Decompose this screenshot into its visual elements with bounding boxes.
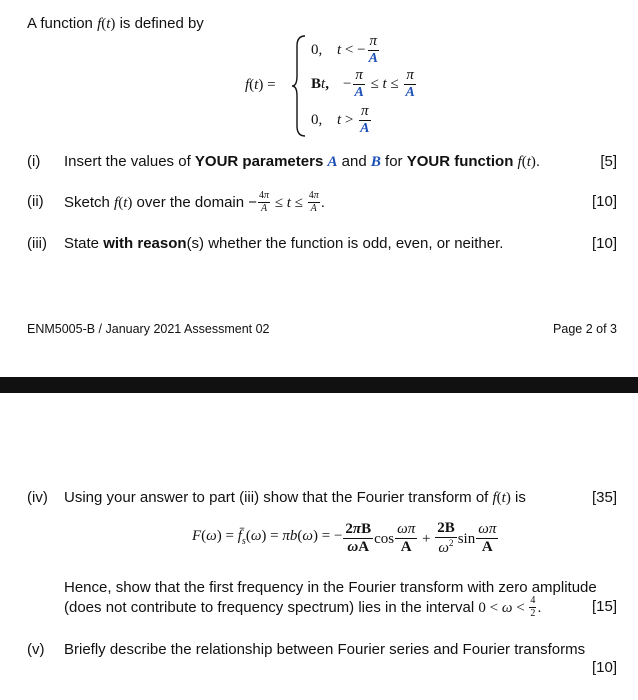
piecewise-equation (245, 32, 445, 142)
question-i-label: (i) (27, 153, 41, 170)
question-iv-marks: [35] (591, 489, 617, 506)
question-v-marks: [10] (591, 659, 617, 676)
case-3: 0, t > $\frac{\pi}{A}$ (311, 103, 370, 136)
case-1: 0, t < − $\frac{\pi}{A}$ (311, 33, 378, 66)
hence-marks: [15] (591, 598, 617, 615)
question-iv-text: Using your answer to part (iii) show that the Fourier transform of f(t) is (64, 489, 526, 506)
left-brace (291, 34, 307, 138)
page-break-divider (0, 377, 638, 393)
piecewise-lhs: f(t) = (245, 77, 276, 93)
question-iii-marks: [10] (591, 235, 617, 252)
case-2: Bt, − $\frac{\pi}{A}$ ≤ t ≤ $\frac{\pi}{A}$ (311, 67, 415, 100)
question-i-marks: [5] (600, 153, 617, 170)
footer-course: ENM5005-B / January 2021 Assessment 02 (27, 322, 270, 336)
question-ii-marks: [10] (591, 193, 617, 210)
question-v-text: Briefly describe the relationship between Fourier series and Fourier transforms (64, 641, 586, 658)
intro-text: A function f(t) is defined by (27, 15, 204, 32)
question-v-label: (v) (27, 641, 45, 658)
hence-line-1: Hence, show that the first frequency in the Fourier transform with zero amplitude (64, 579, 597, 596)
question-iv-label: (iv) (27, 489, 48, 506)
question-ii-label: (ii) (27, 193, 44, 210)
question-iii-label: (iii) (27, 235, 47, 252)
question-iii-text: State with reason(s) whether the function is odd, even, or neither. (64, 235, 504, 252)
question-ii-text: Sketch f ( t ) over the domain − $\frac{4\pi}{A}$ ≤ t ≤ $\frac{4\pi}{A}$ . (64, 190, 325, 214)
footer-page-number: Page 2 of 3 (553, 322, 617, 336)
question-i-text: Insert the values of YOUR parameters A and B for YOUR function f(t). (64, 153, 541, 170)
hence-line-2: (does not contribute to frequency spectrum) lies in the interval 0 < ω < $\frac{4}{2}$ . (64, 595, 542, 619)
fourier-transform-equation: $F(\omega) = f̄_s(\omega) = \pi b(\omega)$ = − $\frac{2\pi B}{\omega A}$ cos $\frac{\omega\pi}{A}$ + $\frac{2B}{\omega^2}$ sin $\frac{\omega\pi}{A}$ (192, 520, 497, 556)
